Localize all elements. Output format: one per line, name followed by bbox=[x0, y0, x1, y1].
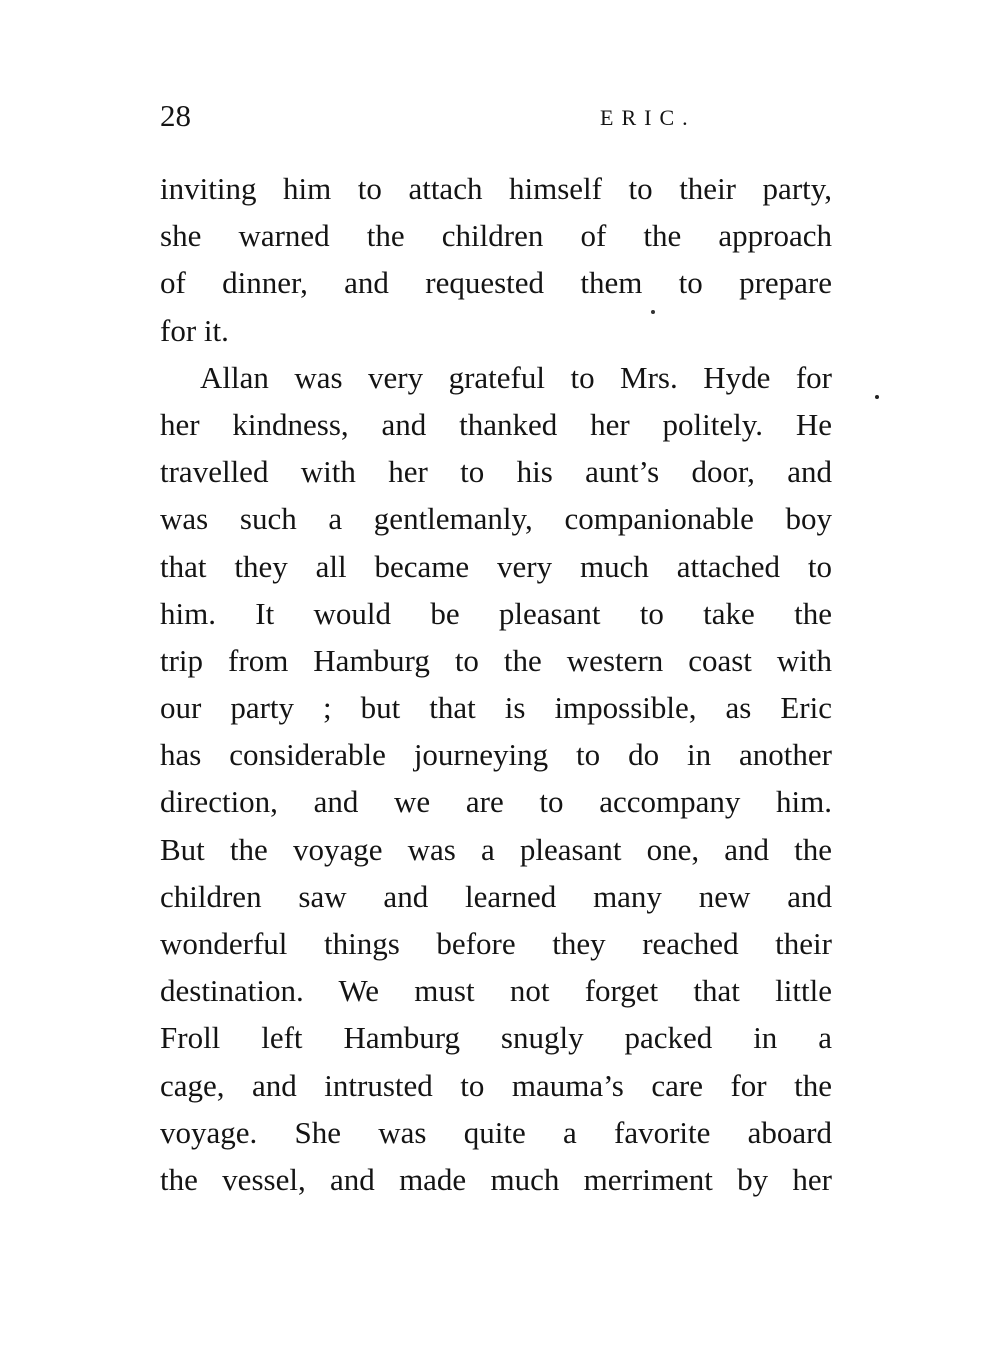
text-line: that they all became very much attached to bbox=[160, 548, 832, 584]
text-line: the vessel, and made much merriment by her bbox=[160, 1161, 832, 1197]
text-line: she warned the children of the approach bbox=[160, 218, 832, 254]
page-header bbox=[160, 96, 840, 140]
text-line: has considerable journeying to do in another bbox=[160, 737, 832, 773]
ink-speck bbox=[651, 310, 655, 314]
text-line: cage, and intrusted to mauma’s care for the bbox=[160, 1067, 832, 1103]
text-line: him. It would be pleasant to take the bbox=[160, 595, 832, 631]
body-text bbox=[160, 165, 832, 1203]
text-line: inviting him to attach himself to their party, bbox=[160, 171, 832, 206]
ink-speck bbox=[875, 395, 879, 399]
text-line: destination. We must not forget that little bbox=[160, 973, 832, 1009]
text-line: Allan was very grateful to Mrs. Hyde for bbox=[200, 359, 832, 395]
text-line: voyage. She was quite a favorite aboard bbox=[160, 1114, 832, 1150]
text-line: trip from Hamburg to the western coast with bbox=[160, 642, 832, 678]
text-line: direction, and we are to accompany him. bbox=[160, 784, 832, 820]
running-head: ERIC. bbox=[600, 105, 696, 130]
text-line: of dinner, and requested them to prepare bbox=[160, 265, 832, 301]
text-line: was such a gentlemanly, companionable boy bbox=[160, 501, 832, 537]
text-line: travelled with her to his aunt’s door, and bbox=[160, 454, 832, 490]
text-line: Froll left Hamburg snugly packed in a bbox=[160, 1020, 832, 1056]
text-line: wonderful things before they reached their bbox=[160, 926, 832, 961]
page-number: 28 bbox=[160, 98, 191, 133]
text-line: her kindness, and thanked her politely. He bbox=[160, 406, 832, 442]
paragraph bbox=[160, 354, 832, 1203]
text-line: children saw and learned many new and bbox=[160, 878, 832, 914]
paragraph bbox=[160, 165, 832, 354]
text-line: our party ; but that is impossible, as Eric bbox=[160, 690, 832, 726]
text-line: for it. bbox=[160, 312, 229, 348]
text-line: But the voyage was a pleasant one, and the bbox=[160, 831, 832, 867]
